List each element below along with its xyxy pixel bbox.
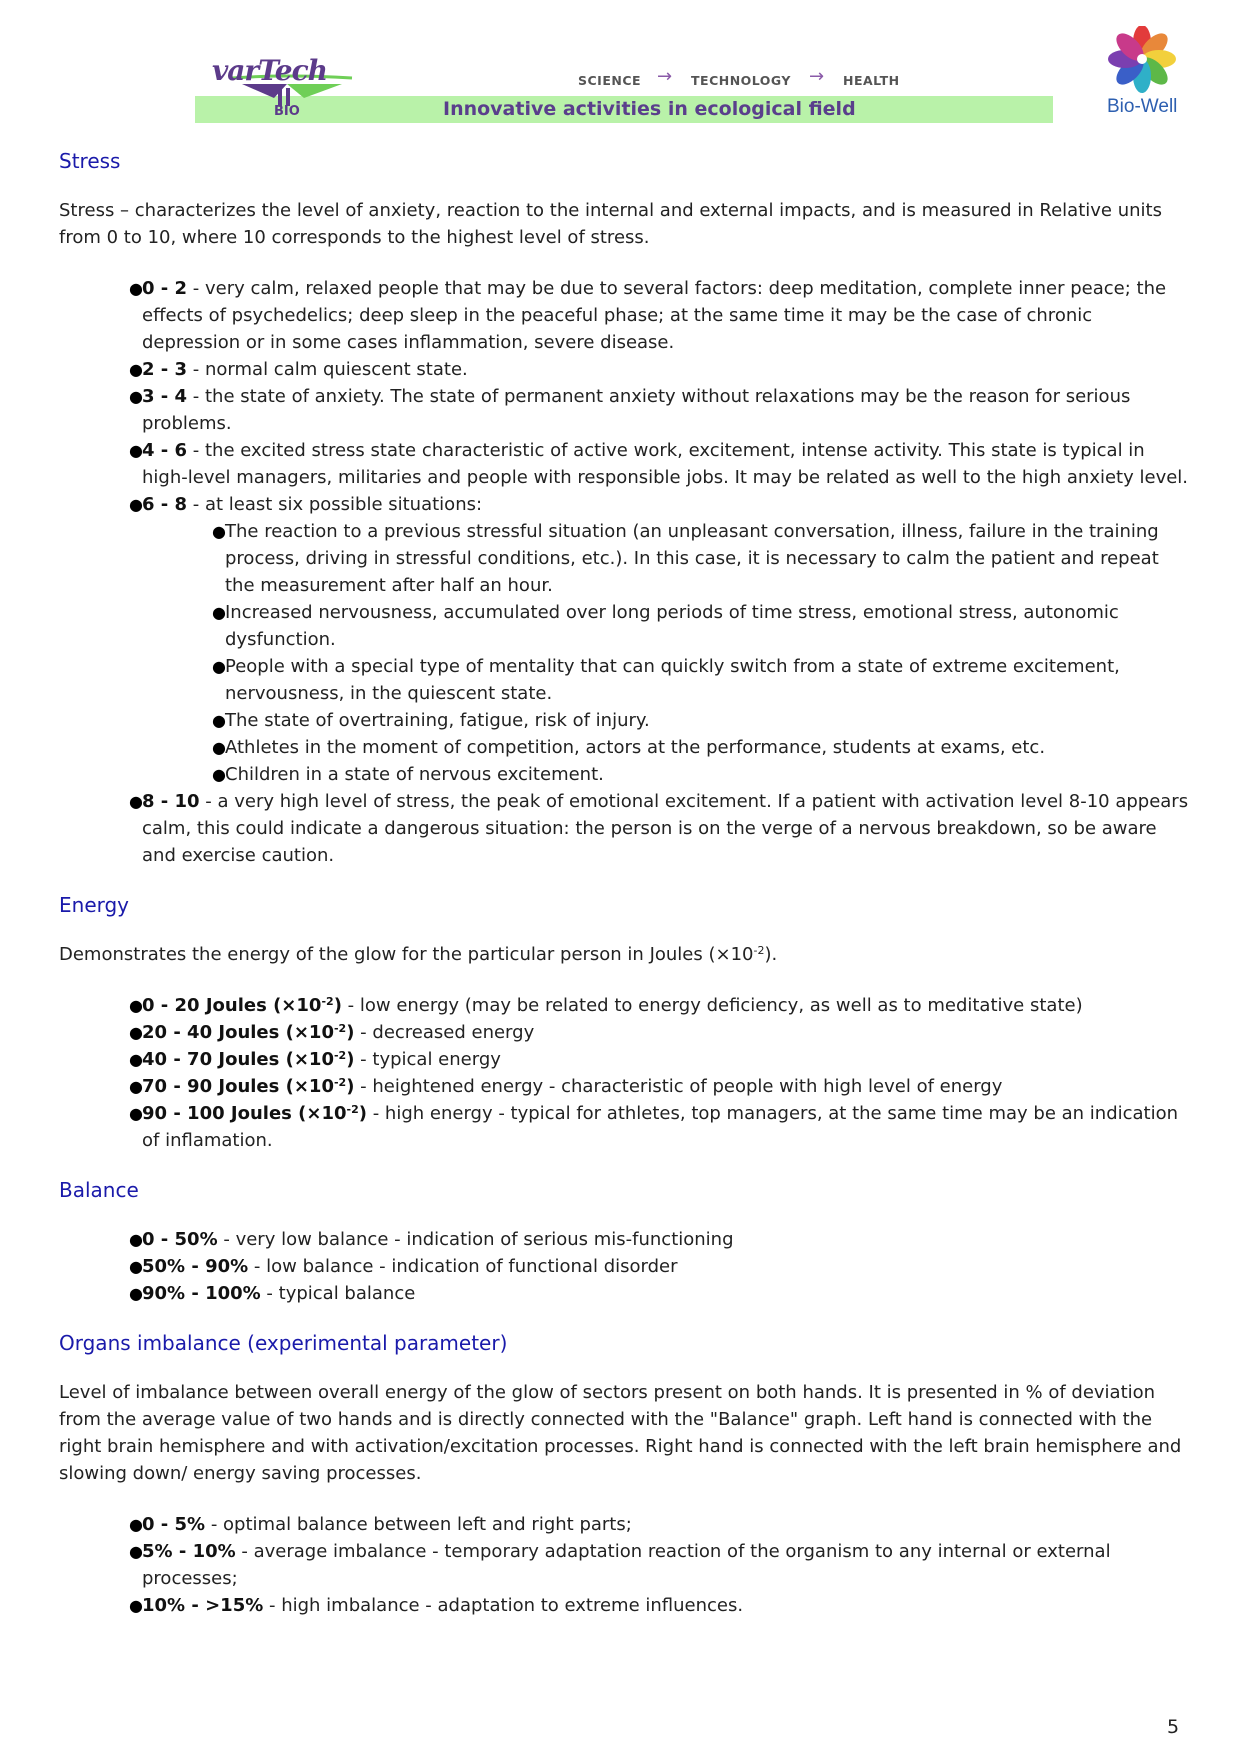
tagline-health: HEALTH — [843, 73, 900, 88]
list-item: ● 6 - 8 - at least six possible situations: ● The reaction to a previous stressful situation (an unpleasant conversation, illness, failure in the training process, driving in stressful conditions, etc.). In this case, it is necessary to calm the patient and repeat the measurement after half an hour. ● Increased nervousness, accumulated over long periods of time stress, emotional stress, autonomic dysfunction. ● People with a special type of mentality that can quickly switch from a state of extreme excitement, nervousness, in the quiescent state. ● The state of overtraining, fatigue, risk of injury. ● Athletes in the moment of competition, actors at the performance, students at exams, etc. ● Children in a state of nervous excitement. — [142, 491, 1189, 788]
bullet-icon: ● — [129, 279, 143, 298]
list-item: ● 90% - 100% - typical balance — [142, 1280, 1189, 1307]
vartech-bio-label: BIO — [274, 104, 300, 119]
bullet-icon: ● — [212, 657, 226, 676]
tagline-science: SCIENCE — [578, 73, 642, 88]
list-item: ● 20 - 40 Joules $(\times 10^{-2})$ - decreased energy — [142, 1019, 1189, 1046]
stress-list — [129, 275, 1189, 869]
sub-list-item: ● Increased nervousness, accumulated over long periods of time stress, emotional stress, autonomic dysfunction. — [225, 599, 1189, 653]
document-body — [59, 146, 1189, 1619]
energy-list — [129, 992, 1189, 1154]
biowell-wordmark: Bio-Well — [1107, 96, 1178, 117]
sub-list-item: ● Children in a state of nervous excitement. — [225, 761, 1189, 788]
bullet-icon: ● — [129, 495, 143, 514]
stress-sublist — [212, 518, 1189, 788]
list-item: ● 10% - >15% - high imbalance - adaptation to extreme influences. — [142, 1592, 1189, 1619]
tagline-technology: TECHNOLOGY — [691, 73, 791, 88]
list-item: ● 2 - 3 - normal calm quiescent state. — [142, 356, 1189, 383]
bullet-icon: ● — [129, 1230, 143, 1249]
list-item: ● 70 - 90 Joules $(\times 10^{-2})$ - heightened energy - characteristic of people with high level of energy — [142, 1073, 1189, 1100]
bullet-icon: ● — [129, 360, 143, 379]
list-item: ● 40 - 70 Joules $(\times 10^{-2})$ - typical energy — [142, 1046, 1189, 1073]
arrow-icon: → — [809, 66, 825, 87]
bullet-icon: ● — [212, 711, 226, 730]
bullet-icon: ● — [212, 765, 226, 784]
section-heading-energy: Energy — [59, 893, 130, 917]
energy-intro: Demonstrates the energy of the glow for the particular person in Joules $(\times 10^{-2})$. — [59, 944, 778, 965]
balance-list — [129, 1226, 1189, 1307]
vartech-wordmark: varTech — [212, 54, 328, 87]
page-number: 5 — [1167, 1716, 1180, 1738]
bullet-icon: ● — [129, 1257, 143, 1276]
bullet-icon: ● — [129, 792, 143, 811]
banner-text: Innovative activities in ecological field — [443, 98, 856, 120]
stress-intro: Stress – characterizes the level of anxiety, reaction to the internal and external impacts, and is measured in Relative units from 0 to 10, where 10 corresponds to the highest level of stress. — [59, 200, 1162, 248]
bullet-icon: ● — [129, 1515, 143, 1534]
list-item: ● 90 - 100 Joules $(\times 10^{-2})$ - high energy - typical for athletes, top managers, at the same time may be an indication of inflamation. — [142, 1100, 1189, 1154]
bullet-icon: ● — [129, 1023, 143, 1042]
list-item: ● 5% - 10% - average imbalance - temporary adaptation reaction of the organism to any internal or external processes; — [142, 1538, 1189, 1592]
bullet-icon: ● — [129, 1104, 143, 1123]
sub-list-item: ● The state of overtraining, fatigue, risk of injury. — [225, 707, 1189, 734]
organs-intro: Level of imbalance between overall energy of the glow of sectors present on both hands. It is presented in % of deviation from the average value of two hands and is directly connected with the "Balance" graph. Left hand is connected with the right brain hemisphere and with activation/excitation processes. Right hand is connected with the left brain hemisphere and slowing down/ energy saving processes. — [59, 1382, 1182, 1484]
list-item: ● 0 - 20 Joules $(\times 10^{-2})$ - low energy (may be related to energy deficiency, as well as to meditative state) — [142, 992, 1189, 1019]
bullet-icon: ● — [129, 1077, 143, 1096]
bullet-icon: ● — [129, 1596, 143, 1615]
bullet-icon: ● — [129, 387, 143, 406]
list-item: ● 50% - 90% - low balance - indication of functional disorder — [142, 1253, 1189, 1280]
bullet-icon: ● — [212, 738, 226, 757]
biowell-flower-icon — [1096, 26, 1188, 96]
bullet-icon: ● — [129, 996, 143, 1015]
list-item: ● 0 - 50% - very low balance - indication of serious mis-functioning — [142, 1226, 1189, 1253]
sub-list-item: ● Athletes in the moment of competition, actors at the performance, students at exams, etc. — [225, 734, 1189, 761]
list-item: ● 0 - 5% - optimal balance between left and right parts; — [142, 1511, 1189, 1538]
bullet-icon: ● — [129, 441, 143, 460]
vartech-logo — [212, 54, 362, 120]
bullet-icon: ● — [212, 603, 226, 622]
arrow-icon: → — [657, 66, 673, 87]
organs-list — [129, 1511, 1189, 1619]
section-heading-organs-imbalance: Organs imbalance (experimental parameter) — [59, 1331, 508, 1355]
bullet-icon: ● — [129, 1050, 143, 1069]
list-item: ● 8 - 10 - a very high level of stress, the peak of emotional excitement. If a patient with activation level 8-10 appears calm, this could indicate a dangerous situation: the person is on the verge of a nervous breakdown, so be aware and exercise caution. — [142, 788, 1189, 869]
section-heading-balance: Balance — [59, 1178, 139, 1202]
list-item: ● 3 - 4 - the state of anxiety. The state of permanent anxiety without relaxations may be the reason for serious problems. — [142, 383, 1189, 437]
sub-list-item: ● The reaction to a previous stressful situation (an unpleasant conversation, illness, failure in the training process, driving in stressful conditions, etc.). In this case, it is necessary to calm the patient and repeat the measurement after half an hour. — [225, 518, 1189, 599]
list-item: ● 0 - 2 - very calm, relaxed people that may be due to several factors: deep meditation, complete inner peace; the effects of psychedelics; deep sleep in the peaceful phase; at the same time it may be the case of chronic depression or in some cases inflammation, severe disease. — [142, 275, 1189, 356]
sub-list-item: ● People with a special type of mentality that can quickly switch from a state of extreme excitement, nervousness, in the quiescent state. — [225, 653, 1189, 707]
section-heading-stress: Stress — [59, 149, 121, 173]
page-header — [0, 0, 1240, 130]
bullet-icon: ● — [212, 522, 226, 541]
list-item: ● 4 - 6 - the excited stress state characteristic of active work, excitement, intense activity. This state is typical in high-level managers, militaries and people with responsible jobs. It may be related as well to the high anxiety level. — [142, 437, 1189, 491]
bullet-icon: ● — [129, 1284, 143, 1303]
bullet-icon: ● — [129, 1542, 143, 1561]
